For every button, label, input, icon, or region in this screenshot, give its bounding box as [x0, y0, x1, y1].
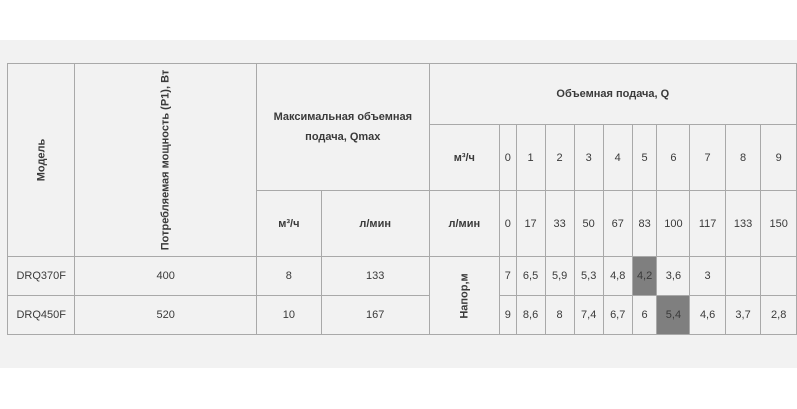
head-value: 6	[632, 296, 657, 335]
flow-header-label: Объемная подача, Q	[556, 88, 670, 100]
model-header	[8, 64, 75, 257]
head-value: 6,5	[516, 257, 545, 296]
qmax-unit-lmin-cell	[321, 191, 429, 257]
lmin-value: 150	[761, 191, 797, 257]
m3h-value: 6	[657, 125, 690, 191]
head-value: 6,7	[603, 296, 632, 335]
head-value	[761, 257, 797, 296]
head-value: 4,8	[603, 257, 632, 296]
power-cell: 400	[75, 257, 257, 296]
m3h-value: 9	[761, 125, 797, 191]
qmax-m3h-cell: 10	[256, 296, 321, 335]
head-value: 9	[499, 296, 516, 335]
m3h-value: 2	[545, 125, 574, 191]
qmax-header-label: Максимальная объемная подача, Qmax	[273, 111, 413, 143]
table-row	[8, 257, 797, 296]
head-value: 8	[545, 296, 574, 335]
m3h-value: 3	[574, 125, 603, 191]
model-header-label: Модель	[35, 138, 48, 182]
pump-spec-table	[7, 63, 797, 335]
lmin-value: 17	[516, 191, 545, 257]
qmax-header	[256, 64, 429, 191]
lmin-value: 67	[603, 191, 632, 257]
m3h-value: 8	[725, 125, 761, 191]
lmin-value: 33	[545, 191, 574, 257]
unit-m3h-cell	[429, 125, 499, 191]
power-header-label: Потребляемая мощность (P1), Вт	[159, 69, 172, 251]
header-row-1	[8, 64, 797, 125]
head-label-cell	[429, 257, 499, 335]
lmin-value: 83	[632, 191, 657, 257]
lmin-value: 133	[725, 191, 761, 257]
unit-m3h-label: м³/ч	[453, 151, 475, 164]
head-value: 3	[690, 257, 725, 296]
qmax-unit-m3h-cell	[256, 191, 321, 257]
lmin-value: 0	[499, 191, 516, 257]
lmin-value: 50	[574, 191, 603, 257]
head-value: 5,4	[657, 296, 690, 335]
head-label: Напор,м	[458, 272, 471, 319]
unit-lmin-cell	[429, 191, 499, 257]
power-header	[75, 64, 257, 257]
m3h-value: 0	[499, 125, 516, 191]
qmax-unit-m3h-label: м³/ч	[278, 217, 300, 230]
head-value: 3,6	[657, 257, 690, 296]
head-value: 7	[499, 257, 516, 296]
qmax-lmin-cell: 167	[321, 296, 429, 335]
m3h-value: 1	[516, 125, 545, 191]
flow-header	[429, 64, 796, 125]
head-value: 8,6	[516, 296, 545, 335]
head-value: 4,6	[690, 296, 725, 335]
table-row	[8, 296, 797, 335]
head-value: 5,9	[545, 257, 574, 296]
head-value: 7,4	[574, 296, 603, 335]
model-cell: DRQ450F	[8, 296, 75, 335]
model-cell: DRQ370F	[8, 257, 75, 296]
head-value: 5,3	[574, 257, 603, 296]
power-cell: 520	[75, 296, 257, 335]
unit-lmin-label: л/мин	[448, 217, 481, 230]
m3h-value: 7	[690, 125, 725, 191]
m3h-value: 5	[632, 125, 657, 191]
qmax-unit-lmin-label: л/мин	[359, 217, 391, 230]
lmin-value: 100	[657, 191, 690, 257]
m3h-value: 4	[603, 125, 632, 191]
head-value: 3,7	[725, 296, 761, 335]
lmin-value: 117	[690, 191, 725, 257]
head-value	[725, 257, 761, 296]
head-value: 2,8	[761, 296, 797, 335]
head-value: 4,2	[632, 257, 657, 296]
qmax-m3h-cell: 8	[256, 257, 321, 296]
qmax-lmin-cell: 133	[321, 257, 429, 296]
